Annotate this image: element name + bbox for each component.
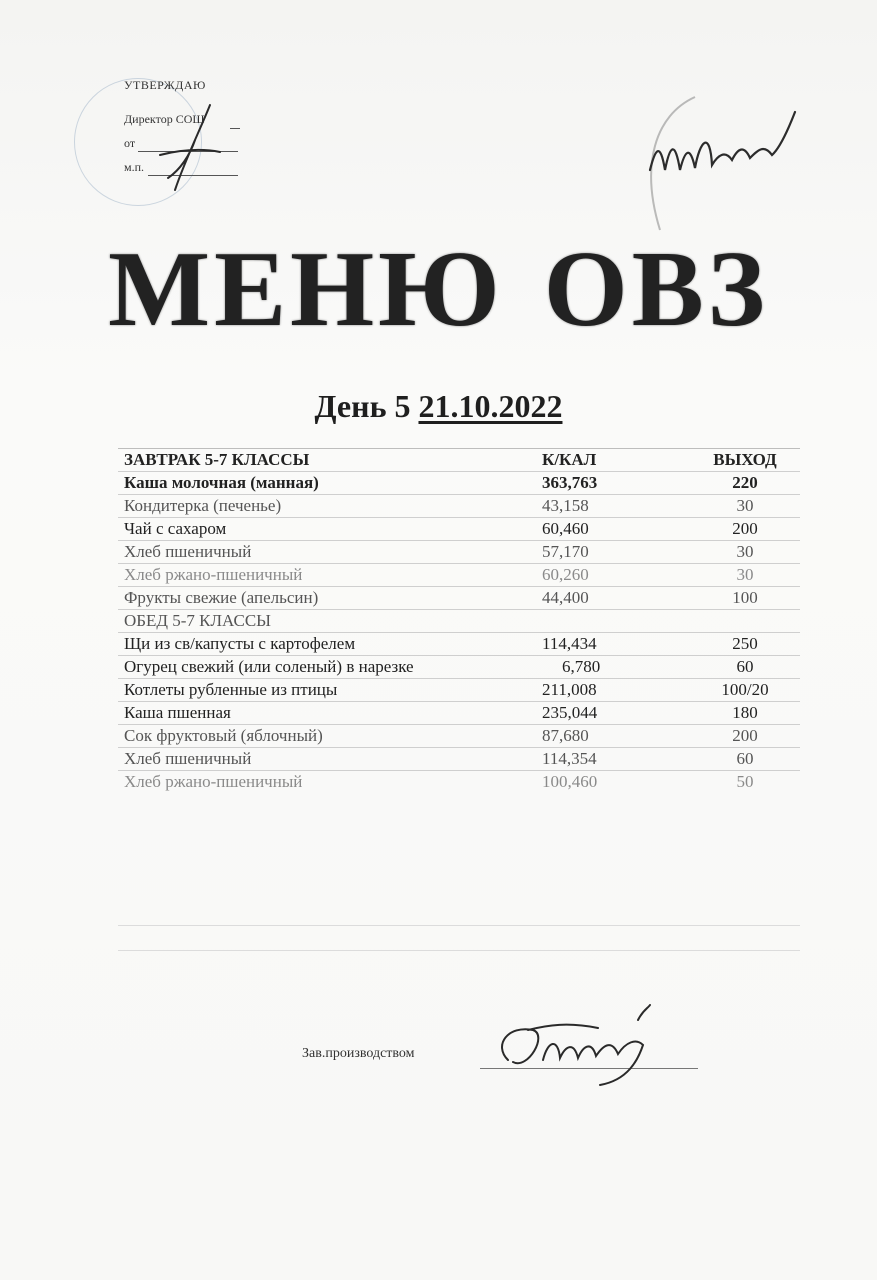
table-row [118, 656, 800, 679]
table-divider [118, 925, 800, 926]
table-row [118, 725, 800, 748]
menu-table [118, 448, 800, 793]
dish-output: 100/20 [690, 679, 800, 702]
dish-name: Хлеб пшеничный [118, 748, 536, 771]
table-row [118, 518, 800, 541]
dish-output: 100 [690, 587, 800, 610]
dish-kcal: 235,044 [536, 702, 690, 725]
table-row [118, 771, 800, 794]
dish-name: Чай с сахаром [118, 518, 536, 541]
table-header-row [118, 449, 800, 472]
dish-output: 50 [690, 771, 800, 794]
dish-output: 250 [690, 633, 800, 656]
dish-kcal: 114,354 [536, 748, 690, 771]
approval-director: Директор СОШ [124, 112, 205, 126]
director-signature [140, 100, 230, 200]
table-row [118, 495, 800, 518]
dish-output: 220 [690, 472, 800, 495]
page-title [0, 230, 877, 349]
table-divider [118, 950, 800, 951]
dish-output: 180 [690, 702, 800, 725]
dish-kcal [536, 610, 690, 633]
dish-kcal: 114,434 [536, 633, 690, 656]
table-row [118, 472, 800, 495]
dish-kcal: 100,460 [536, 771, 690, 794]
dish-output: 60 [690, 748, 800, 771]
dish-kcal: 57,170 [536, 541, 690, 564]
dish-output: 200 [690, 518, 800, 541]
dish-kcal: 87,680 [536, 725, 690, 748]
dish-kcal: 60,460 [536, 518, 690, 541]
approval-underline [230, 128, 240, 129]
signature-right [640, 100, 810, 180]
table-row [118, 702, 800, 725]
dish-name: Огурец свежий (или соленый) в нарезке [118, 656, 536, 679]
dish-kcal: 44,400 [536, 587, 690, 610]
dish-output: 200 [690, 725, 800, 748]
table-section-row [118, 610, 800, 633]
dish-name: Фрукты свежие (апельсин) [118, 587, 536, 610]
dish-output: 60 [690, 656, 800, 679]
table-row [118, 748, 800, 771]
dish-kcal: 6,780 [536, 656, 690, 679]
table-row [118, 541, 800, 564]
day-label: День 5 [314, 388, 411, 424]
footer-label: Зав.производством [302, 1046, 415, 1061]
approval-from: от [124, 136, 136, 150]
dish-output: 30 [690, 564, 800, 587]
production-head-signature [488, 1000, 668, 1090]
dish-name: Щи из св/капусты с картофелем [118, 633, 536, 656]
table-row [118, 587, 800, 610]
day-date: 21.10.2022 [418, 388, 563, 424]
table-row [118, 679, 800, 702]
dish-name: Котлеты рубленные из птицы [118, 679, 536, 702]
dish-name: Каша молочная (манная) [118, 472, 536, 495]
title-word-ovz: ОВЗ [543, 230, 769, 349]
table-row [118, 633, 800, 656]
dish-output: 30 [690, 541, 800, 564]
table-row [118, 564, 800, 587]
dish-kcal: 60,260 [536, 564, 690, 587]
approval-stamp-place: м.п. [124, 160, 145, 174]
header-kcal: К/КАЛ [536, 449, 690, 472]
approval-heading: УТВЕРЖДАЮ [124, 78, 206, 92]
dish-kcal: 363,763 [536, 472, 690, 495]
day-heading [0, 388, 877, 425]
dish-output [690, 610, 800, 633]
dish-name: Хлеб пшеничный [118, 541, 536, 564]
title-word-menu: МЕНЮ [108, 230, 504, 349]
dish-name: Хлеб ржано-пшеничный [118, 771, 536, 794]
dish-name: Каша пшенная [118, 702, 536, 725]
dish-name: Сок фруктовый (яблочный) [118, 725, 536, 748]
header-output: ВЫХОД [690, 449, 800, 472]
dish-name: Кондитерка (печенье) [118, 495, 536, 518]
dish-kcal: 211,008 [536, 679, 690, 702]
dish-name: Хлеб ржано-пшеничный [118, 564, 536, 587]
section-name: ОБЕД 5-7 КЛАССЫ [118, 610, 536, 633]
header-meal: ЗАВТРАК 5-7 КЛАССЫ [118, 449, 536, 472]
dish-kcal: 43,158 [536, 495, 690, 518]
dish-output: 30 [690, 495, 800, 518]
